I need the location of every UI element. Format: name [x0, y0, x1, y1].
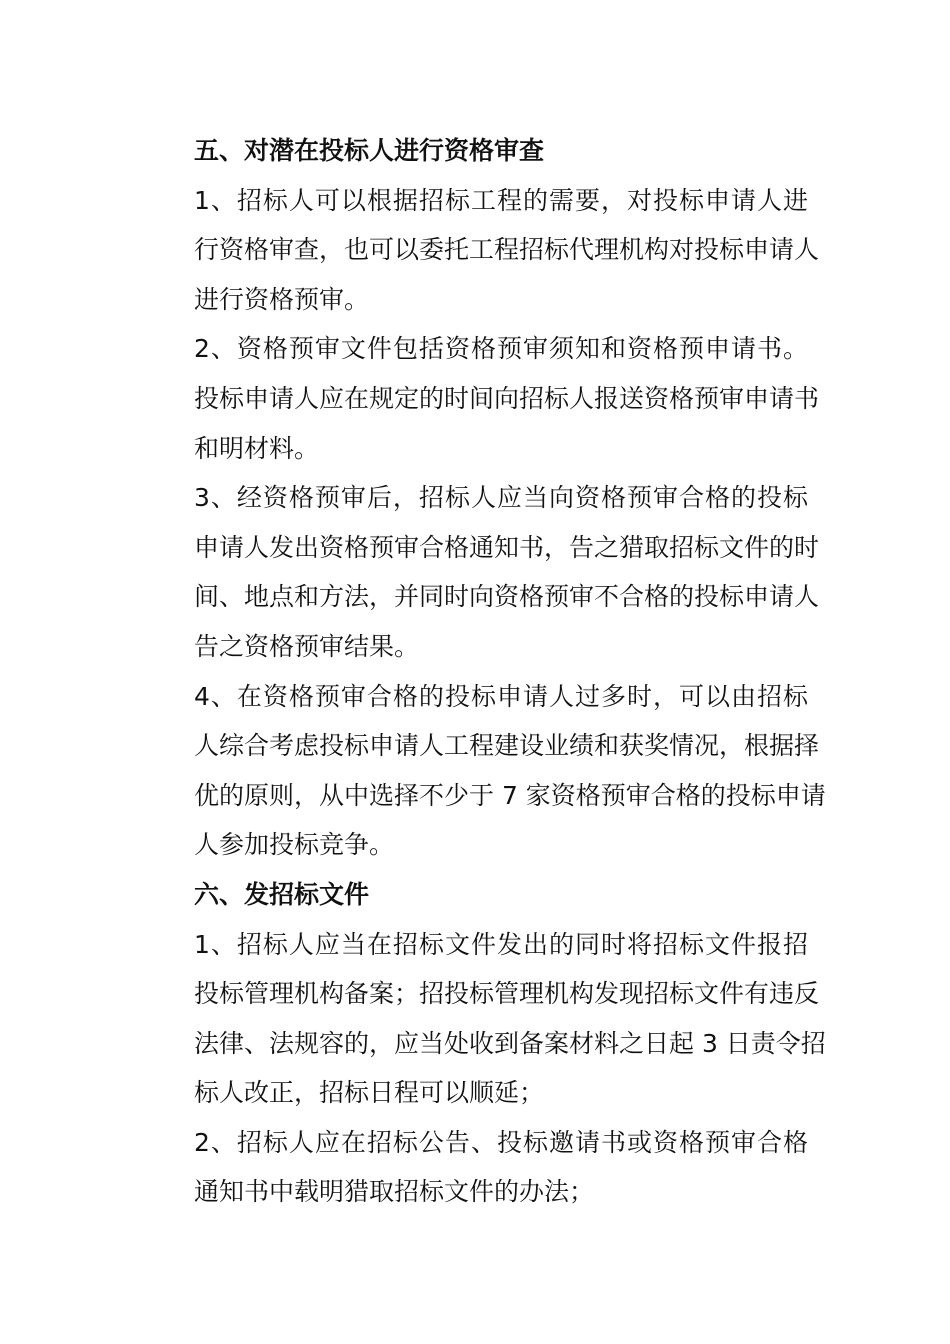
paragraph-line: 通知书中载明猎取招标文件的办法；: [194, 1177, 595, 1207]
paragraph-line: 和明材料。: [194, 433, 320, 463]
paragraph-line: 1、招标人可以根据招标工程的需要，对投标申请人进: [194, 185, 808, 215]
paragraph-line: 标人改正，招标日程可以顺延；: [194, 1078, 545, 1108]
paragraph-line: 投标管理机构备案；招投标管理机构发现招标文件有违反: [194, 979, 820, 1009]
paragraph-line: 间、地点和方法，并同时向资格预审不合格的投标申请人: [194, 582, 820, 612]
paragraph-3: [144, 473, 820, 671]
paragraph-line: 申请人发出资格预审合格通知书，告之猎取招标文件的时: [194, 532, 820, 562]
paragraph-line: 3、经资格预审后，招标人应当向资格预审合格的投标: [194, 483, 808, 513]
section-heading-issue-tender-documents: 六、发招标文件: [194, 879, 370, 909]
paragraph-line: 优的原则，从中选择不少于 7 家资格预审合格的投标申请: [194, 780, 826, 810]
paragraph-6: [144, 1118, 808, 1217]
paragraph-2: [144, 324, 820, 473]
paragraph-line: 2、招标人应在招标公告、投标邀请书或资格预审合格: [194, 1127, 808, 1157]
paragraph-line: 2、资格预审文件包括资格预审须知和资格预申请书。: [194, 334, 808, 364]
paragraph-line: 法律、法规容的，应当处收到备案材料之日起 3 日责令招: [194, 1028, 826, 1058]
paragraph-4: [144, 672, 826, 870]
paragraph-line: 投标申请人应在规定的时间向招标人报送资格预审申请书: [194, 383, 820, 413]
document-body: [144, 126, 826, 1217]
paragraph-line: 行资格审查，也可以委托工程招标代理机构对投标申请人: [194, 235, 820, 265]
paragraph-line: 1、招标人应当在招标文件发出的同时将招标文件报招: [194, 929, 808, 959]
section-heading-qualification-review: 五、对潜在投标人进行资格审查: [194, 136, 545, 165]
paragraph-line: 告之资格预审结果。: [194, 631, 420, 661]
paragraph-line: 人参加投标竞争。: [194, 830, 395, 860]
paragraph-1: [144, 176, 820, 325]
paragraph-line: 人综合考虑投标申请人工程建设业绩和获奖情况，根据择: [194, 731, 820, 761]
paragraph-line: 进行资格预审。: [194, 284, 370, 314]
paragraph-5: [144, 920, 826, 1118]
paragraph-line: 4、在资格预审合格的投标申请人过多时，可以由招标: [194, 681, 808, 711]
